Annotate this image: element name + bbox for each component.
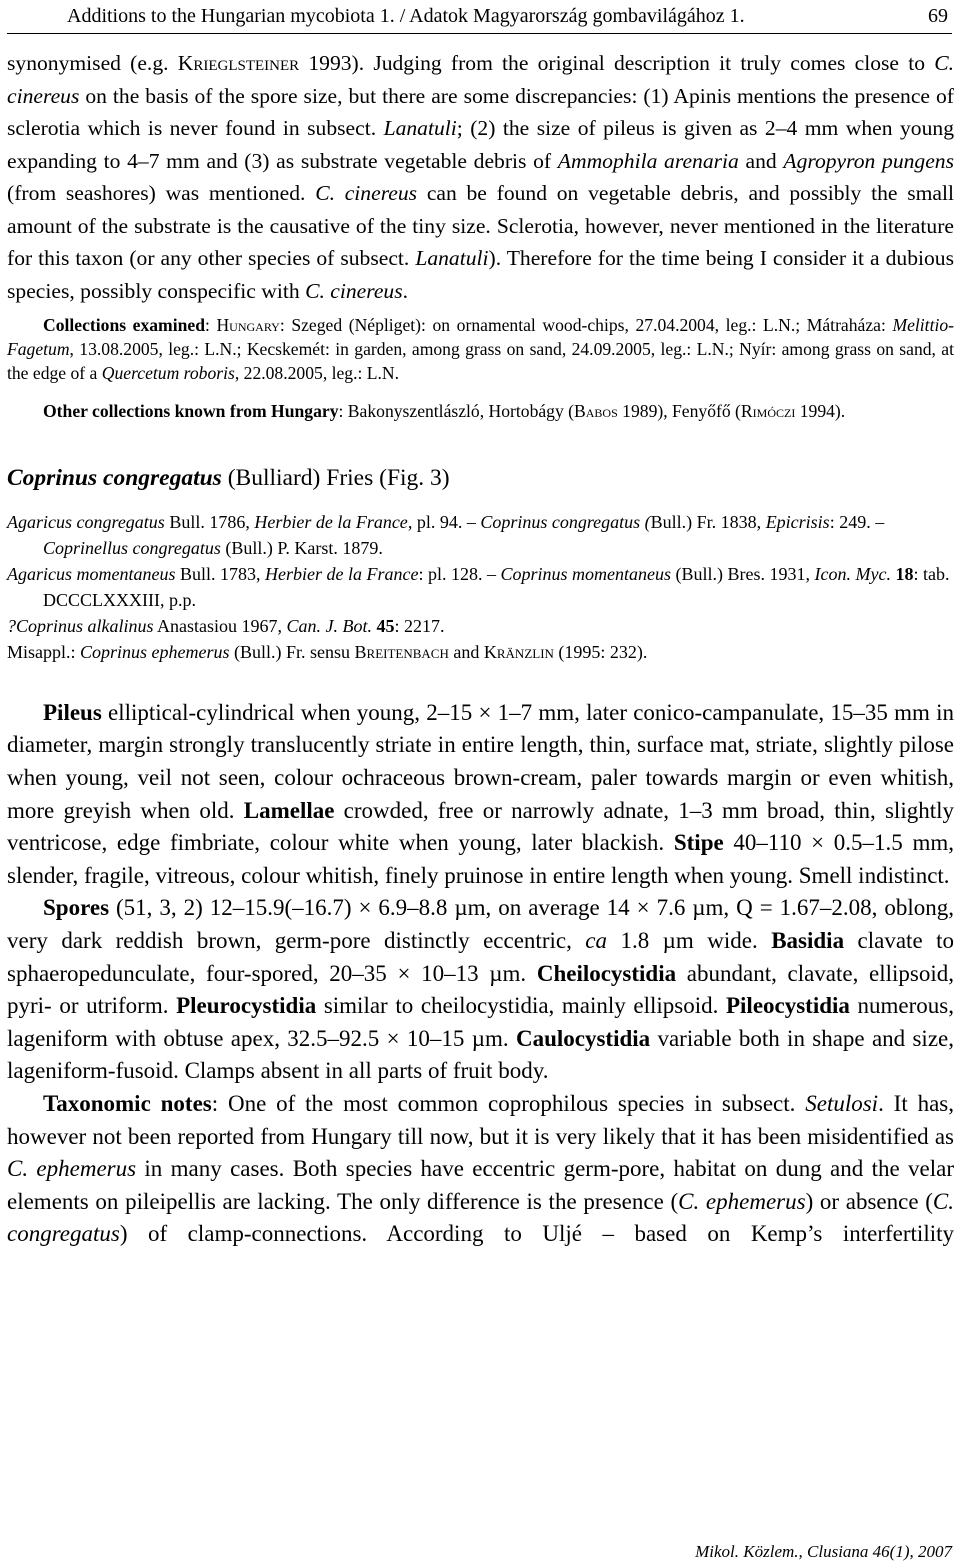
macro-description: Pileus elliptical-cylindrical when young, 2–15 × 1–7 mm, later conico-campanulate, 15–35 mm in diameter, margin strongly translucently striate in entire length, thin, surface mat, striate, slightly pilose when young, veil not seen, colour ochraceous brown-cream, paler towards margin or even whitish, more greyish when old. Lamellae crowded, free or narrowly adnate, 1–3 mm broad, thin, slightly ventricose, edge fimbriate, colour white when young, later blackish. Stipe 40–110 × 0.5–1.5 mm, slender, fragile, vitreous, colour whitish, finely pruinose in entire length when young. Smell indistinct. (7, 699, 954, 888)
lamellae-label: Lamellae (243, 797, 335, 823)
collections-examined-label: Collections examined (43, 315, 205, 335)
caulocystidia-label: Caulocystidia (515, 1025, 651, 1051)
paragraph-discussion: synonymised (e.g. Krieglsteiner 1993). Judging from the original description it truly comes close to C. cinereus on the basis of the spore size, but there are some discrepancies: (1) Apinis mentions the presence of sclerotia which is never found in subsect. Lanatuli; (2) the size of pileus is given as 2–4 mm when young expanding to 4–7 mm and (3) as substrate vegetable debris of Ammophila arenaria and Agropyron pungens (from seashores) was mentioned. C. cinereus can be found on vegetable debris, and possibly the small amount of the substrate is the causative of the tiny size. Sclerotia, however, never mentioned in the literature for this taxon (or any other species of subsect. Lanatuli). Therefore for the time being I consider it a dubious species, possibly conspecific with C. cinereus. (7, 51, 955, 303)
stipe-label: Stipe (673, 830, 724, 856)
taxonomic-notes-label: Taxonomic notes (43, 1090, 212, 1116)
synonym-line: Agaricus momentaneus Bull. 1783, Herbier de la France: pl. 128. – Coprinus momentaneus (Bull.) Bres. 1931, Icon. Myc. 18: tab. DCCCLXXXIII, p.p. (7, 563, 950, 610)
page-number: 69 (928, 5, 948, 27)
spores-label: Spores (43, 895, 110, 921)
cheilocystidia-label: Cheilocystidia (536, 960, 677, 986)
pileus-label: Pileus (43, 699, 102, 725)
other-collections: Other collections known from Hungary: Bakonyszentlászló, Hortobágy (Babos 1989), Fenyőfő (Rimóczi 1994). (43, 400, 846, 421)
species-name: Coprinus congregatus (7, 464, 222, 491)
page-body (7, 47, 954, 1251)
synonym-line: Misappl.: Coprinus ephemerus (Bull.) Fr. sensu Breitenbach and Kränzlin (1995: 232). (7, 641, 648, 662)
journal-footer: Mikol. Közlem., Clusiana 46(1), 2007 (695, 1542, 952, 1561)
pleurocystidia-label: Pleurocystidia (176, 993, 317, 1019)
species-author: (Bulliard) Fries (Fig. 3) (221, 464, 450, 491)
pileocystidia-label: Pileocystidia (725, 993, 850, 1019)
species-heading (7, 463, 954, 493)
collections-examined: Collections examined: Hungary: Szeged (Népliget): on ornamental wood-chips, 27.04.2004, leg.: L.N.; Mátraháza: Melittio-Fagetum, 13.08.2005, leg.: L.N.; Kecskemét: in garden, among grass on sand, 24.09.2005, leg.: L.N.; Nyír: among grass on sand, at the edge of a Quercetum roboris, 22.08.2005, leg.: L.N. (7, 315, 954, 384)
taxonomic-notes: Taxonomic notes: One of the most common coprophilous species in subsect. Setulosi. It has, however not been reported from Hungary till now, but it is very likely that it has been misidentified as C. ephemerus in many cases. Both species have eccentric germ-pore, habitat on dung and the velar elements on pileipellis are lacking. The only difference is the presence (C. ephemerus) or absence (C. congregatus) of clamp-connections. According to Uljé – based on Kemp’s interfertility (7, 1090, 954, 1247)
synonym-line: ?Coprinus alkalinus Anastasiou 1967, Can. J. Bot. 45: 2217. (7, 615, 445, 636)
running-title: Additions to the Hungarian mycobiota 1. / Adatok Magyarország gombavilágához 1. (67, 5, 745, 27)
synonym-line: Agaricus congregatus Bull. 1786, Herbier de la France, pl. 94. – Coprinus congregatus (Bull.) Fr. 1838, Epicrisis: 249. – Coprinellus congregatus (Bull.) P. Karst. 1879. (7, 511, 885, 558)
micro-description: Spores (51, 3, 2) 12–15.9(–16.7) × 6.9–8.8 µm, on average 14 × 7.6 µm, Q = 1.67–2.08, oblong, very dark reddish brown, germ-pore distinctly eccentric, ca 1.8 µm wide. Basidia clavate to sphaeropedunculate, four-spored, 20–35 × 10–13 µm. Cheilocystidia abundant, clavate, ellipsoid, pyri- or utriform. Pleurocystidia similar to cheilocystidia, mainly ellipsoid. Pileocystidia numerous, lageniform with obtuse apex, 32.5–92.5 × 10–15 µm. Caulocystidia variable both in shape and size, lageniform-fusoid. Clamps absent in all parts of fruit body. (7, 895, 954, 1084)
running-header (7, 0, 952, 34)
other-collections-label: Other collections known from Hungary (43, 400, 339, 421)
basidia-label: Basidia (771, 927, 845, 953)
